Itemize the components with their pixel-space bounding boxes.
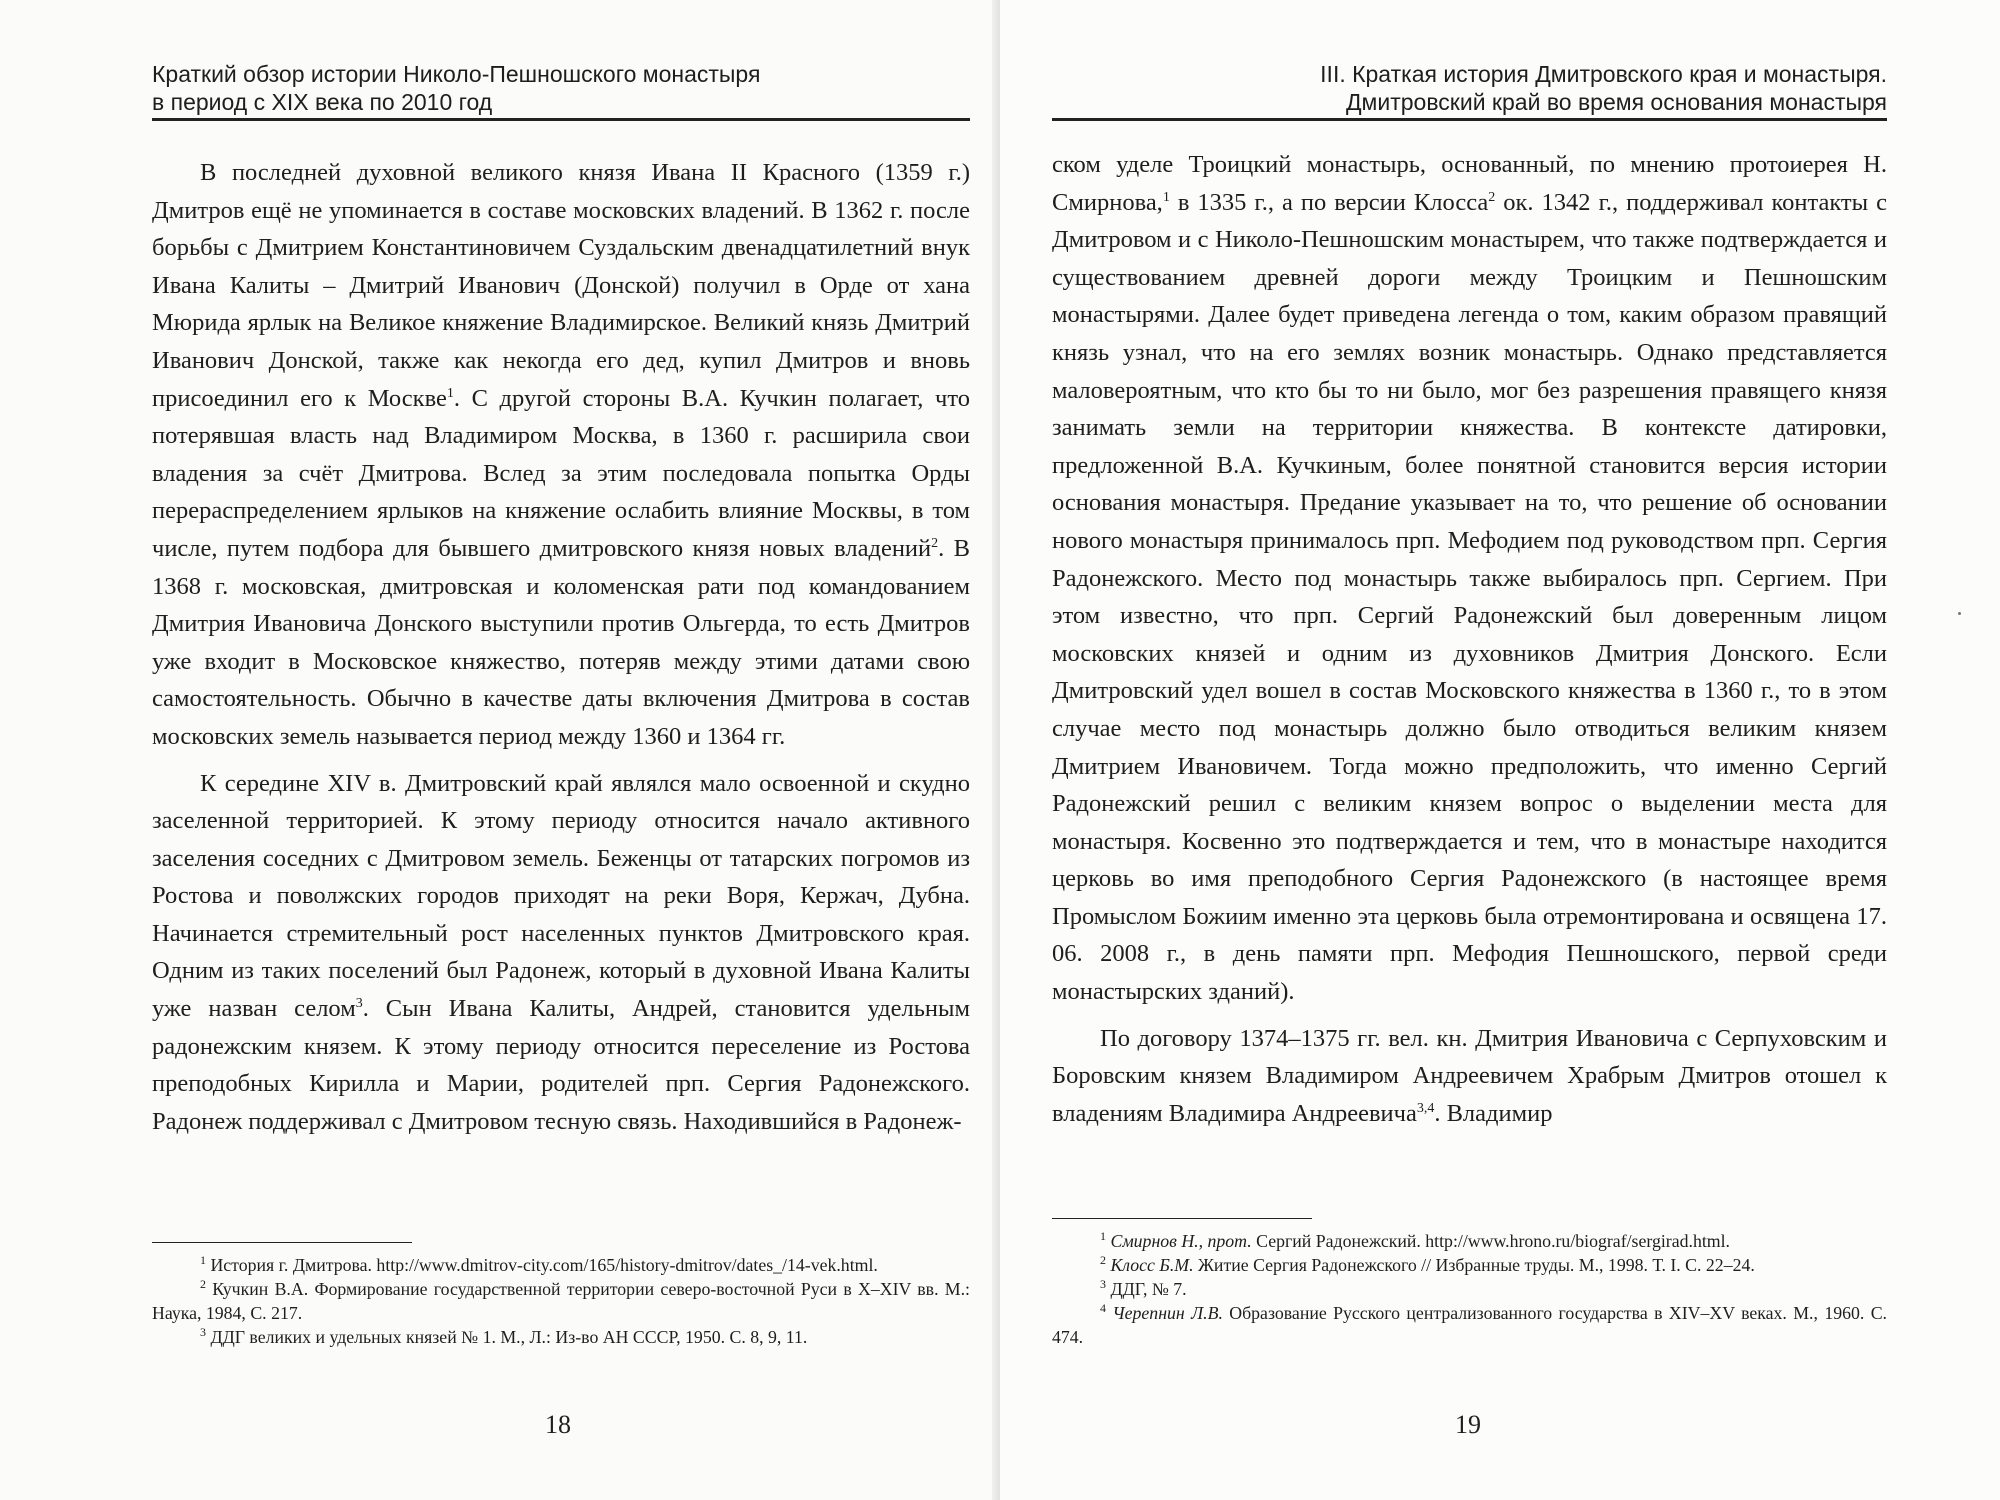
footnote-ref: 2: [1100, 1253, 1106, 1268]
text-run: По договору 1374–1375 гг. вел. кн. Дмитрия Ивановича с Серпуховским и Боровским князем Владимиром Андреевичем Храбрым Дмитров отошел к владениям Владимира Андреевича: [1052, 1024, 1887, 1127]
text-run: К середине XIV в. Дмитровский край являлся мало освоенной и скудно заселенной территорией. К этому периоду относится начало активного заселения соседних с Дмитровом земель. Беженцы от татарских погромов из Ростова и поволжских городов приходят на реки Воря, Кержач, Дубна. Начинается стремительный рост населенных пунктов Дмитровского края. Одним из таких поселений был Радонеж, который в духовной Ивана Калиты уже назван селом: [152, 769, 970, 1023]
footnote-ref: 3: [1100, 1277, 1106, 1292]
body-text-right: [1052, 146, 1887, 1141]
footnote: [152, 1325, 970, 1349]
author-name: Черепнин Л.В.: [1112, 1303, 1223, 1323]
footnote-list-right: [1052, 1229, 1887, 1349]
footnote: [1052, 1277, 1887, 1301]
footnote: [152, 1253, 970, 1277]
header-line-2: в период с XIX века по 2010 год: [152, 89, 493, 115]
text-run: ДДГ, № 7.: [1106, 1279, 1187, 1299]
body-text-left: [152, 154, 970, 1149]
right-page: [1000, 0, 2000, 1500]
footnote-list-left: [152, 1253, 970, 1349]
text-run: . Владимир: [1434, 1099, 1553, 1127]
text-run: в 1335 г., а по версии Клосса: [1169, 188, 1489, 216]
paragraph: [1052, 146, 1887, 1011]
text-run: . С другой стороны В.А. Кучкин полагает, что потерявшая власть над Владимиром Москва, в 1360 г. расширила свои владения за счёт Дмитрова. Вслед за этим последовала попытка Орды перераспределением ярлыков на княжение ослабить влияние Москвы, в том числе, путем подбора для бывшего дмитровского князя новых владений: [152, 384, 970, 562]
footnote-ref: 1: [200, 1253, 206, 1268]
text-run: . В 1368 г. московская, дмитровская и коломенская рати под командованием Дмитрия Ивановича Донского выступили против Ольгерда, то есть Дмитров уже входит в Московское княжество, потеряв между этими датами свою самостоятельность. Обычно в качестве даты включения Дмитрова в состав московских земель называется период между 1360 и 1364 гг.: [152, 534, 970, 750]
footnote-ref: 1: [1162, 189, 1170, 205]
text-run: . Сын Ивана Калиты, Андрей, становится удельным радонежским князем. К этому периоду относится переселение из Ростова преподобных Кирилла и Марии, родителей прп. Сергия Радонежского. Радонеж поддерживал с Дмитровом тесную связь. Находившийся в Радонеж-: [152, 995, 970, 1135]
footnote-ref: 4: [1100, 1301, 1106, 1316]
footnote-ref: 3: [355, 995, 363, 1011]
running-header-left: [152, 60, 970, 121]
author-name: Смирнов Н., прот.: [1110, 1231, 1252, 1251]
paragraph: [152, 765, 970, 1141]
author-name: Клосс Б.М.: [1110, 1255, 1194, 1275]
footnote-ref: 1: [446, 385, 454, 401]
footnote-ref: 2: [1488, 189, 1496, 205]
footnote: [1052, 1253, 1887, 1277]
footnote: [1052, 1229, 1887, 1253]
footnote-ref: 3: [200, 1325, 206, 1340]
text-run: Кучкин В.А. Формирование государственной территории северо-восточной Руси в X–XIV вв. М.: Наука, 1984, С. 217.: [152, 1279, 970, 1323]
footnotes-left: [152, 1242, 970, 1349]
paragraph: [152, 154, 970, 756]
header-line-1: Краткий обзор истории Николо-Пешношского монастыря: [152, 61, 761, 87]
scan-speck: [1958, 612, 1961, 615]
footnote-ref: 3,4: [1416, 1100, 1435, 1116]
text-run: В последней духовной великого князя Ивана II Красного (1359 г.) Дмитров ещё не упоминается в составе московских владений. В 1362 г. после борьбы с Дмитрием Константиновичем Суздальским двенадцатилетний внук Ивана Калиты – Дмитрий Иванович (Донской) получил в Орде от хана Мюрида ярлык на Великое княжение Владимирское. Великий князь Дмитрий Иванович Донской, также как некогда его дед, купил Дмитров и вновь присоединил его к Москве: [152, 159, 970, 412]
footnote-ref: 2: [200, 1277, 206, 1292]
paragraph: [1052, 1020, 1887, 1133]
footnotes-right: [1052, 1218, 1887, 1349]
text-run: ском уделе Троицкий монастырь, основанный, по мнению протоиерея Н. Смирнова,: [1052, 151, 1887, 216]
text-run: ДДГ великих и удельных князей № 1. М., Л.: Из-во АН СССР, 1950. С. 8, 9, 11.: [206, 1327, 808, 1347]
running-header-right: [1052, 60, 1887, 121]
page-number-left: 18: [545, 1410, 571, 1439]
footnote-ref: 2: [931, 535, 939, 551]
header-line-1: III. Краткая история Дмитровского края и монастыря.: [1320, 61, 1887, 87]
text-run: Житие Сергия Радонежского // Избранные труды. М., 1998. Т. I. С. 22–24.: [1193, 1255, 1755, 1275]
footnote: [152, 1277, 970, 1325]
footnote-ref: 1: [1100, 1229, 1106, 1244]
page-number-right: 19: [1455, 1410, 1481, 1439]
text-run: ок. 1342 г., поддерживал контакты с Дмитровом и с Николо-Пешношским монастырем, что также подтверждается и существованием древней дороги между Троицким и Пешношским монастырями. Далее будет приведена легенда о том, каким образом правящий князь узнал, что на его землях возник монастырь. Однако представляется маловероятным, что кто бы то ни было, мог без разрешения правящего князя занимать земли на территории княжества. В контексте датировки, предложенной В.А. Кучкиным, более понятной становится версия истории основания монастыря. Предание указывает на то, что решение об основании нового монастыря принималось прп. Мефодием под руководством прп. Сергия Радонежского. Место под монастырь также выбиралось прп. Сергием. При этом известно, что прп. Сергий Радонежский был доверенным лицом московских князей и одним из духовников Дмитрия Донского. Если Дмитровский удел вошел в состав Московского княжества в 1360 г., то в этом случае место под монастырь должно было отводиться великим князем Дмитрием Ивановичем. Тогда можно предположить, что именно Сергий Радонежский решил с великим князем вопрос о выделении места для монастыря. Косвенно это подтверждается и тем, что в монастыре находится церковь во имя преподобного Сергия Радонежского (в настоящее время Промыслом Божиим именно эта церковь была отремонтирована и освящена 17. 06. 2008 г., в день памяти прп. Мефодия Пешношского, первой среди монастырских зданий).: [1052, 188, 1887, 1006]
text-run: Образование Русского централизованного государства в XIV–XV веках. М., 1960. С. 474.: [1052, 1303, 1888, 1347]
text-run: Сергий Радонежский. http://www.hrono.ru/biograf/sergirad.html.: [1251, 1231, 1730, 1251]
footnote-divider: [1052, 1218, 1312, 1219]
footnote-divider: [152, 1242, 412, 1243]
header-line-2: Дмитровский край во время основания монастыря: [1345, 89, 1887, 115]
text-run: История г. Дмитрова. http://www.dmitrov-city.com/165/history-dmitrov/dates_/14-vek.html.: [206, 1255, 878, 1275]
footnote: [1052, 1301, 1887, 1349]
